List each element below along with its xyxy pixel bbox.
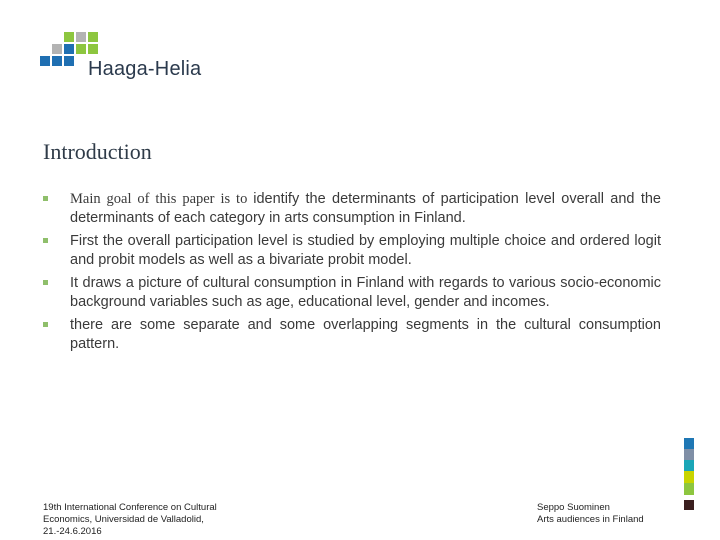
square-bullet-icon [43,238,48,243]
bullet-item [43,274,661,312]
bullet-text: there are some separate and some overlapping segments in the cultural consumption pattern. [70,317,661,352]
footer-author: Seppo Suominen [537,502,610,513]
square-bullet-icon [43,280,48,285]
footer-subtitle: Arts audiences in Finland [537,514,644,525]
bullet-list [43,190,661,358]
bullet-item [43,232,661,270]
bullet-item [43,190,661,228]
brand-name: Haaga-Helia [88,58,202,80]
square-bullet-icon [43,322,48,327]
brand-color-strip [684,438,694,510]
color-block [684,471,694,483]
square-bullet-icon [43,196,48,201]
bullet-item [43,316,661,354]
color-block [684,500,694,510]
bullet-text: First the overall participation level is studied by employing multiple choice and ordered logit and probit models as well as a bivariate probit model. [70,233,661,268]
footer-conference: 19th International Conference on Cultural Economics, Universidad de Valladolid, 21.-24.6.2016 [43,502,217,537]
color-block [684,438,694,449]
footer-author-block [537,502,677,526]
color-block [684,483,694,495]
color-block [684,449,694,460]
bullet-text: identify the determinants of participation level overall and the determinants of each category in arts consumption in Finland. [70,191,661,226]
color-block [684,460,694,471]
slide-title: Introduction [43,139,152,164]
bullet-text: It draws a picture of cultural consumption in Finland with regards to various socio-economic background variables such as age, educational level, gender and incomes. [70,275,661,310]
bullet-lead: Main goal of this paper is to [70,191,254,207]
